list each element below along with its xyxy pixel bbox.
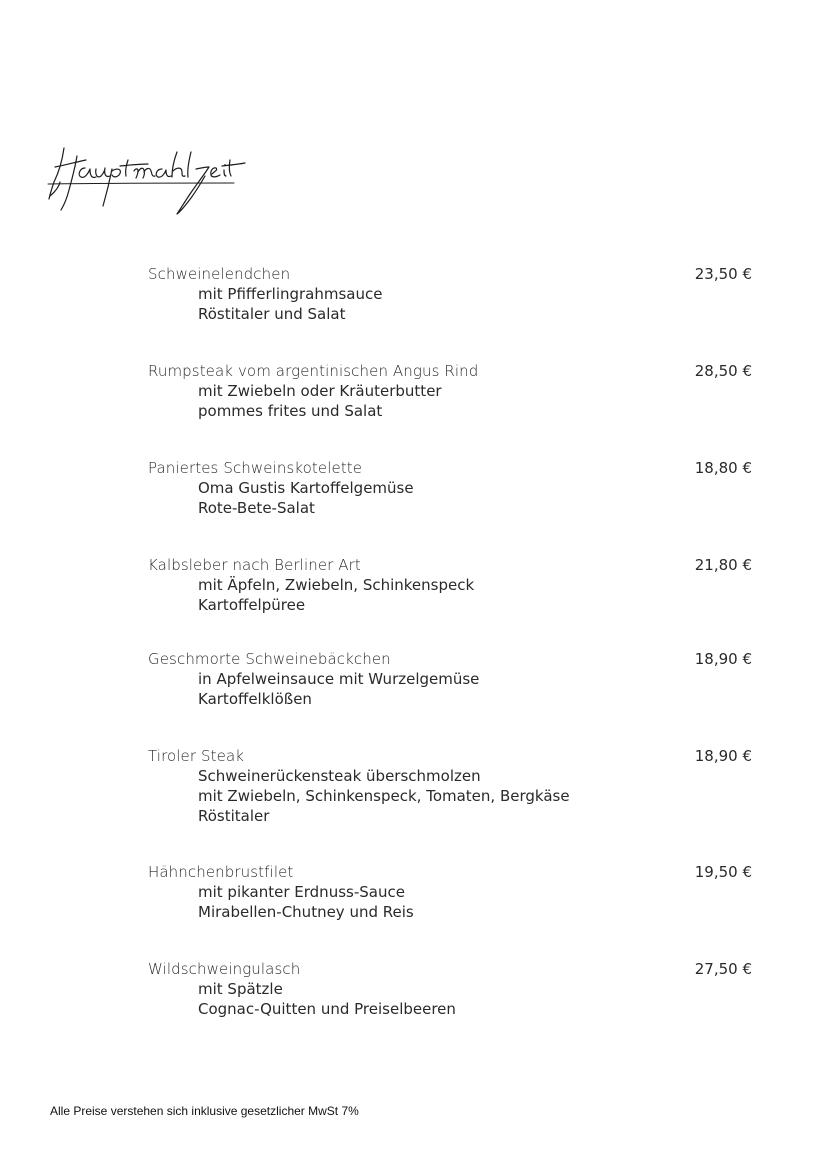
item-price: 21,80 € — [694, 556, 752, 574]
item-description-line: mit Zwiebeln oder Kräuterbutter — [198, 382, 442, 400]
item-description-line: Kartoffelpüree — [198, 596, 306, 614]
item-description-line: Röstitaler und Salat — [198, 305, 346, 323]
page-title-script — [46, 138, 246, 222]
item-header — [148, 555, 752, 575]
item-name: Rumpsteak vom argentinischen Angus Rind — [148, 362, 479, 380]
item-price: 18,90 € — [694, 650, 752, 668]
menu-item-schweinskotelette — [148, 458, 752, 518]
menu-item-tiroler-steak — [148, 746, 752, 826]
item-price: 19,50 € — [694, 863, 752, 881]
item-name: Wildschweingulasch — [148, 960, 301, 978]
item-description-line: Röstitaler — [198, 807, 270, 825]
item-price: 28,50 € — [694, 362, 752, 380]
item-description-line: Schweinerückensteak überschmolzen — [198, 767, 481, 785]
item-header — [148, 649, 752, 669]
menu-item-wildschweingulasch — [148, 959, 752, 1019]
item-description-line: mit Äpfeln, Zwiebeln, Schinkenspeck — [198, 576, 475, 594]
item-description-line: mit Pfifferlingrahmsauce — [198, 285, 383, 303]
item-name: Hähnchenbrustfilet — [148, 863, 294, 881]
item-description-line: Kartoffelklößen — [198, 690, 312, 708]
item-description-line: mit Spätzle — [198, 980, 283, 998]
item-name: Schweinelendchen — [148, 265, 291, 283]
item-price: 18,90 € — [694, 747, 752, 765]
item-header — [148, 361, 752, 381]
menu-item-kalbsleber — [148, 555, 752, 615]
item-name: Tiroler Steak — [148, 747, 245, 765]
item-description-line: pommes frites und Salat — [198, 402, 383, 420]
item-name: Geschmorte Schweinebäckchen — [148, 650, 391, 668]
item-name: Paniertes Schweinskotelette — [148, 459, 363, 477]
menu-item-rumpsteak — [148, 361, 752, 421]
item-header — [148, 264, 752, 284]
item-description-line: Oma Gustis Kartoffelgemüse — [198, 479, 414, 497]
item-description-line: Rote-Bete-Salat — [198, 499, 315, 517]
item-header — [148, 862, 752, 882]
item-header — [148, 458, 752, 478]
item-description-line: Mirabellen-Chutney und Reis — [198, 903, 414, 921]
item-header — [148, 746, 752, 766]
item-price: 27,50 € — [694, 960, 752, 978]
item-header — [148, 959, 752, 979]
item-description-line: Cognac-Quitten und Preiselbeeren — [198, 1000, 456, 1018]
menu-item-haehnchenbrustfilet — [148, 862, 752, 922]
item-description-line: mit pikanter Erdnuss-Sauce — [198, 883, 405, 901]
page-title — [46, 138, 246, 222]
menu-item-schweinebaeckchen — [148, 649, 752, 709]
item-price: 18,80 € — [694, 459, 752, 477]
item-price: 23,50 € — [694, 265, 752, 283]
item-description-line: in Apfelweinsauce mit Wurzelgemüse — [198, 670, 480, 688]
item-name: Kalbsleber nach Berliner Art — [148, 556, 361, 574]
price-disclaimer: Alle Preise verstehen sich inklusive gesetzlicher MwSt 7% — [50, 1104, 359, 1118]
menu-item-schweinelendchen — [148, 264, 752, 324]
item-description-line: mit Zwiebeln, Schinkenspeck, Tomaten, Bergkäse — [198, 787, 570, 805]
